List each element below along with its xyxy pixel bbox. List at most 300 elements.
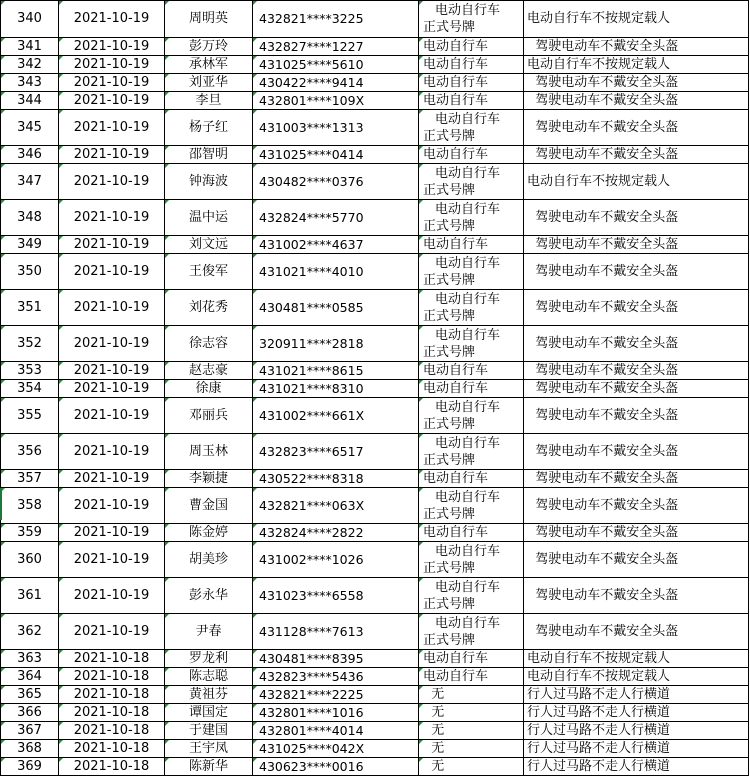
cell-id-number-text: 431021****8310 xyxy=(259,380,364,396)
vehicle-type-line: 电动自行车 xyxy=(435,579,501,595)
cell-name[interactable] xyxy=(165,290,253,326)
cell-violation-text: 驾驶电动车不戴安全头盔 xyxy=(527,497,679,513)
cell-id-number[interactable] xyxy=(253,650,419,668)
cell-vehicle-type[interactable] xyxy=(419,56,524,74)
vehicle-type-line: 电动自行车 xyxy=(423,651,489,666)
cell-violation[interactable] xyxy=(524,470,749,488)
cell-violation-text: 驾驶电动车不戴安全头盔 xyxy=(527,146,679,162)
cell-name[interactable] xyxy=(165,74,253,92)
cell-violation-text: 驾驶电动车不戴安全头盔 xyxy=(527,362,679,378)
cell-record-number[interactable] xyxy=(1,380,59,398)
cell-record-number-text: 340 xyxy=(17,11,42,26)
cell-name[interactable] xyxy=(165,542,253,578)
cell-name-text: 陈志聪 xyxy=(188,668,228,684)
vehicle-type-line: 正式号牌 xyxy=(423,308,476,324)
cell-id-number[interactable] xyxy=(253,74,419,92)
table-row xyxy=(1,686,749,704)
cell-date-text: 2021-10-19 xyxy=(73,11,150,26)
cell-violation[interactable] xyxy=(524,614,749,650)
cell-name[interactable] xyxy=(165,164,253,200)
cell-violation-text: 电动自行车不按规定载人 xyxy=(527,668,671,684)
cell-id-number[interactable] xyxy=(253,164,419,200)
cell-id-number-text: 431002****4637 xyxy=(259,236,364,252)
cell-vehicle-type[interactable] xyxy=(419,290,524,326)
cell-vehicle-type[interactable] xyxy=(419,470,524,488)
cell-date[interactable] xyxy=(59,650,165,668)
table-row xyxy=(1,74,749,92)
vehicle-type-line: 电动自行车 xyxy=(423,363,489,378)
cell-violation-text: 电动自行车不按规定载人 xyxy=(527,56,671,72)
cell-violation-text: 驾驶电动车不戴安全头盔 xyxy=(527,74,679,90)
cell-violation-text: 驾驶电动车不戴安全头盔 xyxy=(527,551,679,567)
cell-date-text: 2021-10-18 xyxy=(73,686,150,702)
cell-record-number-text: 364 xyxy=(17,668,42,684)
cell-vehicle-type[interactable] xyxy=(419,146,524,164)
cell-vehicle-type[interactable] xyxy=(419,326,524,362)
cell-violation[interactable] xyxy=(524,740,749,758)
cell-date[interactable] xyxy=(59,704,165,722)
cell-record-number-text: 362 xyxy=(17,623,42,639)
cell-id-number[interactable] xyxy=(253,578,419,614)
vehicle-type-line: 正式号牌 xyxy=(423,632,476,648)
cell-record-number[interactable] xyxy=(1,38,59,56)
cell-record-number-text: 360 xyxy=(17,551,42,567)
cell-name[interactable] xyxy=(165,200,253,236)
cell-date[interactable] xyxy=(59,110,165,146)
cell-violation[interactable] xyxy=(524,758,749,776)
cell-id-number[interactable] xyxy=(253,704,419,722)
cell-id-number[interactable] xyxy=(253,668,419,686)
cell-name[interactable] xyxy=(165,614,253,650)
cell-id-number-text: 431002****661X xyxy=(259,407,365,423)
cell-vehicle-type[interactable] xyxy=(419,488,524,524)
cell-name[interactable] xyxy=(165,740,253,758)
vehicle-type-line: 正式号牌 xyxy=(423,416,476,432)
cell-date[interactable] xyxy=(59,146,165,164)
cell-id-number[interactable] xyxy=(253,92,419,110)
cell-date[interactable] xyxy=(59,56,165,74)
cell-name[interactable] xyxy=(165,398,253,434)
cell-violation[interactable] xyxy=(524,542,749,578)
cell-record-number[interactable] xyxy=(1,1,59,38)
cell-id-number[interactable] xyxy=(253,434,419,470)
cell-record-number[interactable] xyxy=(1,758,59,776)
cell-date[interactable] xyxy=(59,254,165,290)
cell-id-number-text: 320911****2818 xyxy=(259,335,364,351)
cell-vehicle-type[interactable] xyxy=(419,74,524,92)
cell-date[interactable] xyxy=(59,614,165,650)
cell-vehicle-type[interactable] xyxy=(419,92,524,110)
cell-record-number[interactable] xyxy=(1,164,59,200)
cell-name[interactable] xyxy=(165,650,253,668)
cell-violation[interactable] xyxy=(524,668,749,686)
cell-violation[interactable] xyxy=(524,398,749,434)
cell-violation-text: 驾驶电动车不戴安全头盔 xyxy=(527,335,679,351)
cell-id-number[interactable] xyxy=(253,380,419,398)
cell-record-number[interactable] xyxy=(1,290,59,326)
cell-record-number[interactable] xyxy=(1,254,59,290)
cell-name[interactable] xyxy=(165,326,253,362)
cell-violation[interactable] xyxy=(524,722,749,740)
cell-date-text: 2021-10-19 xyxy=(73,587,150,603)
cell-violation[interactable] xyxy=(524,380,749,398)
cell-date[interactable] xyxy=(59,578,165,614)
cell-date-text: 2021-10-19 xyxy=(73,56,150,72)
table-row xyxy=(1,56,749,74)
cell-name[interactable] xyxy=(165,578,253,614)
vehicle-type-line: 电动自行车 xyxy=(423,75,489,90)
cell-id-number[interactable] xyxy=(253,542,419,578)
cell-date[interactable] xyxy=(59,668,165,686)
cell-record-number-text: 348 xyxy=(17,209,42,225)
cell-id-number[interactable] xyxy=(253,110,419,146)
cell-date[interactable] xyxy=(59,362,165,380)
table-row xyxy=(1,326,749,362)
vehicle-type-line: 电动自行车 xyxy=(435,489,501,505)
cell-violation-text: 驾驶电动车不戴安全头盔 xyxy=(527,524,679,540)
cell-id-number[interactable] xyxy=(253,614,419,650)
vehicle-type-line: 电动自行车 xyxy=(423,237,489,252)
cell-vehicle-type[interactable] xyxy=(419,236,524,254)
cell-record-number[interactable] xyxy=(1,542,59,578)
cell-id-number[interactable] xyxy=(253,722,419,740)
table-row xyxy=(1,254,749,290)
cell-id-number[interactable] xyxy=(253,470,419,488)
cell-vehicle-type[interactable] xyxy=(419,668,524,686)
cell-violation-text: 驾驶电动车不戴安全头盔 xyxy=(527,623,679,639)
cell-name[interactable] xyxy=(165,722,253,740)
cell-record-number-text: 369 xyxy=(17,758,42,774)
vehicle-type-line: 电动自行车 xyxy=(423,669,489,684)
cell-date[interactable] xyxy=(59,686,165,704)
cell-vehicle-type[interactable] xyxy=(419,542,524,578)
cell-id-number[interactable] xyxy=(253,758,419,776)
cell-record-number[interactable] xyxy=(1,236,59,254)
cell-record-number[interactable] xyxy=(1,488,59,524)
cell-id-number[interactable] xyxy=(253,38,419,56)
cell-record-number-text: 366 xyxy=(17,704,42,720)
cell-violation-text: 驾驶电动车不戴安全头盔 xyxy=(527,380,679,396)
cell-name[interactable] xyxy=(165,488,253,524)
cell-id-number-text: 432823****5436 xyxy=(259,668,364,684)
cell-vehicle-type[interactable] xyxy=(419,110,524,146)
cell-date[interactable] xyxy=(59,722,165,740)
vehicle-type-line: 无 xyxy=(423,741,445,756)
cell-violation[interactable] xyxy=(524,164,749,200)
cell-record-number[interactable] xyxy=(1,650,59,668)
cell-date-text: 2021-10-19 xyxy=(73,74,150,90)
cell-date-text: 2021-10-19 xyxy=(73,497,150,513)
cell-date-text: 2021-10-19 xyxy=(73,407,150,423)
cell-id-number[interactable] xyxy=(253,686,419,704)
vehicle-type-line: 正式号牌 xyxy=(423,218,476,234)
cell-name-text: 钟海波 xyxy=(188,173,228,189)
cell-record-number[interactable] xyxy=(1,524,59,542)
cell-id-number[interactable] xyxy=(253,146,419,164)
cell-id-number-text: 431128****7613 xyxy=(259,623,364,639)
table-row xyxy=(1,668,749,686)
vehicle-type-line: 正式号牌 xyxy=(423,20,476,35)
cell-date-text: 2021-10-18 xyxy=(73,668,150,684)
cell-record-number[interactable] xyxy=(1,326,59,362)
cell-record-number-text: 347 xyxy=(17,173,42,189)
cell-vehicle-type[interactable] xyxy=(419,578,524,614)
table-row xyxy=(1,236,749,254)
vehicle-type-line: 电动自行车 xyxy=(435,111,501,127)
cell-id-number[interactable] xyxy=(253,236,419,254)
table-row xyxy=(1,38,749,56)
cell-id-number-text: 432801****1016 xyxy=(259,704,364,720)
cell-violation[interactable] xyxy=(524,578,749,614)
cell-id-number[interactable] xyxy=(253,362,419,380)
cell-violation[interactable] xyxy=(524,326,749,362)
cell-violation[interactable] xyxy=(524,236,749,254)
cell-date-text: 2021-10-19 xyxy=(73,335,150,351)
cell-violation[interactable] xyxy=(524,524,749,542)
cell-name-text: 李旦 xyxy=(195,92,222,108)
cell-record-number[interactable] xyxy=(1,578,59,614)
cell-record-number-text: 359 xyxy=(17,524,42,540)
cell-record-number-text: 344 xyxy=(17,92,42,108)
cell-date[interactable] xyxy=(59,398,165,434)
cell-id-number[interactable] xyxy=(253,200,419,236)
cell-name[interactable] xyxy=(165,236,253,254)
cell-date[interactable] xyxy=(59,92,165,110)
cell-record-number-text: 363 xyxy=(17,650,42,666)
table-row xyxy=(1,164,749,200)
cell-name[interactable] xyxy=(165,146,253,164)
cell-violation[interactable] xyxy=(524,1,749,38)
cell-violation[interactable] xyxy=(524,290,749,326)
cell-date-text: 2021-10-19 xyxy=(73,380,150,396)
cell-name-text: 尹春 xyxy=(195,623,222,639)
cell-violation[interactable] xyxy=(524,110,749,146)
cell-id-number[interactable] xyxy=(253,740,419,758)
cell-id-number[interactable] xyxy=(253,524,419,542)
cell-record-number[interactable] xyxy=(1,200,59,236)
cell-name-text: 李颖捷 xyxy=(188,470,228,486)
cell-vehicle-type[interactable] xyxy=(419,1,524,38)
cell-violation[interactable] xyxy=(524,200,749,236)
cell-id-number-text: 431002****1026 xyxy=(259,551,364,567)
table-row xyxy=(1,470,749,488)
cell-record-number[interactable] xyxy=(1,110,59,146)
cell-record-number-text: 356 xyxy=(17,443,42,459)
cell-record-number[interactable] xyxy=(1,614,59,650)
cell-date[interactable] xyxy=(59,74,165,92)
cell-name[interactable] xyxy=(165,704,253,722)
cell-id-number[interactable] xyxy=(253,254,419,290)
vehicle-type-line: 电动自行车 xyxy=(435,615,501,631)
cell-id-number-text: 432821****063X xyxy=(259,497,365,513)
cell-date[interactable] xyxy=(59,758,165,776)
cell-name[interactable] xyxy=(165,380,253,398)
table-row xyxy=(1,92,749,110)
cell-vehicle-type[interactable] xyxy=(419,254,524,290)
cell-id-number[interactable] xyxy=(253,290,419,326)
cell-violation[interactable] xyxy=(524,38,749,56)
cell-violation[interactable] xyxy=(524,434,749,470)
cell-date[interactable] xyxy=(59,380,165,398)
cell-vehicle-type[interactable] xyxy=(419,524,524,542)
cell-vehicle-type[interactable] xyxy=(419,614,524,650)
cell-date[interactable] xyxy=(59,236,165,254)
cell-violation[interactable] xyxy=(524,146,749,164)
cell-name[interactable] xyxy=(165,110,253,146)
vehicle-type-line: 电动自行车 xyxy=(435,291,501,307)
cell-violation-text: 电动自行车不按规定载人 xyxy=(527,11,671,26)
cell-date[interactable] xyxy=(59,200,165,236)
cell-name[interactable] xyxy=(165,470,253,488)
cell-id-number-text: 431021****8615 xyxy=(259,362,364,378)
cell-id-number[interactable] xyxy=(253,488,419,524)
cell-name[interactable] xyxy=(165,434,253,470)
cell-vehicle-type[interactable] xyxy=(419,38,524,56)
cell-id-number[interactable] xyxy=(253,398,419,434)
cell-date-text: 2021-10-18 xyxy=(73,758,150,774)
table-row xyxy=(1,488,749,524)
cell-id-number-text: 432801****4014 xyxy=(259,722,364,738)
cell-record-number[interactable] xyxy=(1,470,59,488)
cell-name[interactable] xyxy=(165,92,253,110)
cell-date[interactable] xyxy=(59,326,165,362)
cell-record-number[interactable] xyxy=(1,74,59,92)
cell-name-text: 王宇凤 xyxy=(188,740,228,756)
cell-violation-text: 行人过马路不走人行横道 xyxy=(527,722,671,738)
cell-name-text: 邓丽兵 xyxy=(188,407,228,423)
cell-date[interactable] xyxy=(59,434,165,470)
cell-vehicle-type[interactable] xyxy=(419,398,524,434)
cell-vehicle-type[interactable] xyxy=(419,704,524,722)
cell-record-number[interactable] xyxy=(1,704,59,722)
cell-violation-text: 驾驶电动车不戴安全头盔 xyxy=(527,119,679,135)
cell-name[interactable] xyxy=(165,524,253,542)
table-row xyxy=(1,290,749,326)
cell-name[interactable] xyxy=(165,668,253,686)
vehicle-type-line: 电动自行车 xyxy=(435,435,501,451)
vehicle-type-line: 无 xyxy=(423,705,445,720)
cell-id-number-text: 432801****109X xyxy=(259,92,365,108)
cell-violation-text: 行人过马路不走人行横道 xyxy=(527,740,671,756)
table-row xyxy=(1,578,749,614)
cell-id-number[interactable] xyxy=(253,56,419,74)
cell-date-text: 2021-10-19 xyxy=(73,551,150,567)
cell-date[interactable] xyxy=(59,38,165,56)
cell-name[interactable] xyxy=(165,56,253,74)
cell-record-number[interactable] xyxy=(1,740,59,758)
cell-date-text: 2021-10-19 xyxy=(73,470,150,486)
cell-date[interactable] xyxy=(59,488,165,524)
cell-record-number-text: 355 xyxy=(17,407,42,423)
cell-id-number-text: 432824****2822 xyxy=(259,524,364,540)
cell-name-text: 彭万玲 xyxy=(188,38,228,54)
vehicle-type-line: 电动自行车 xyxy=(435,399,501,415)
table-row xyxy=(1,722,749,740)
cell-date[interactable] xyxy=(59,524,165,542)
cell-id-number-text: 432824****5770 xyxy=(259,209,364,225)
cell-name[interactable] xyxy=(165,1,253,38)
cell-date-text: 2021-10-19 xyxy=(73,623,150,639)
cell-date-text: 2021-10-19 xyxy=(73,209,150,225)
cell-vehicle-type[interactable] xyxy=(419,434,524,470)
table-body xyxy=(1,1,749,776)
cell-date[interactable] xyxy=(59,164,165,200)
cell-record-number[interactable] xyxy=(1,146,59,164)
table-row xyxy=(1,362,749,380)
cell-violation[interactable] xyxy=(524,704,749,722)
cell-name-text: 陈新华 xyxy=(188,758,228,774)
cell-violation[interactable] xyxy=(524,362,749,380)
cell-record-number[interactable] xyxy=(1,686,59,704)
cell-violation[interactable] xyxy=(524,74,749,92)
table-row xyxy=(1,1,749,38)
vehicle-type-line: 正式号牌 xyxy=(423,344,476,360)
cell-name[interactable] xyxy=(165,38,253,56)
cell-vehicle-type[interactable] xyxy=(419,686,524,704)
cell-date[interactable] xyxy=(59,542,165,578)
cell-record-number[interactable] xyxy=(1,668,59,686)
cell-violation[interactable] xyxy=(524,488,749,524)
cell-name-text: 赵志豪 xyxy=(188,362,228,378)
cell-vehicle-type[interactable] xyxy=(419,740,524,758)
cell-name[interactable] xyxy=(165,362,253,380)
cell-record-number-text: 352 xyxy=(17,335,42,351)
cell-vehicle-type[interactable] xyxy=(419,164,524,200)
cell-date[interactable] xyxy=(59,290,165,326)
cell-violation-text: 行人过马路不走人行横道 xyxy=(527,704,671,720)
vehicle-type-line: 正式号牌 xyxy=(423,560,476,576)
cell-date[interactable] xyxy=(59,740,165,758)
vehicle-type-line: 正式号牌 xyxy=(423,128,476,144)
cell-id-number[interactable] xyxy=(253,1,419,38)
vehicle-type-line: 正式号牌 xyxy=(423,182,476,198)
cell-violation[interactable] xyxy=(524,56,749,74)
cell-name[interactable] xyxy=(165,758,253,776)
table-row xyxy=(1,146,749,164)
cell-id-number-text: 431021****4010 xyxy=(259,263,364,279)
cell-vehicle-type[interactable] xyxy=(419,722,524,740)
cell-violation[interactable] xyxy=(524,92,749,110)
cell-date[interactable] xyxy=(59,1,165,38)
cell-vehicle-type[interactable] xyxy=(419,650,524,668)
cell-vehicle-type[interactable] xyxy=(419,380,524,398)
vehicle-type-line: 无 xyxy=(423,723,445,738)
cell-record-number[interactable] xyxy=(1,92,59,110)
cell-violation[interactable] xyxy=(524,686,749,704)
cell-record-number[interactable] xyxy=(1,722,59,740)
cell-vehicle-type[interactable] xyxy=(419,362,524,380)
cell-id-number-text: 430481****0585 xyxy=(259,299,364,315)
cell-record-number[interactable] xyxy=(1,398,59,434)
cell-vehicle-type[interactable] xyxy=(419,200,524,236)
cell-vehicle-type[interactable] xyxy=(419,758,524,776)
cell-date[interactable] xyxy=(59,470,165,488)
cell-violation[interactable] xyxy=(524,254,749,290)
cell-record-number-text: 349 xyxy=(17,236,42,252)
cell-record-number[interactable] xyxy=(1,56,59,74)
cell-record-number[interactable] xyxy=(1,362,59,380)
cell-violation-text: 电动自行车不按规定载人 xyxy=(527,650,671,666)
cell-name[interactable] xyxy=(165,686,253,704)
vehicle-type-line: 电动自行车 xyxy=(435,165,501,181)
cell-id-number[interactable] xyxy=(253,326,419,362)
cell-violation-text: 驾驶电动车不戴安全头盔 xyxy=(527,263,679,279)
vehicle-type-line: 电动自行车 xyxy=(435,255,501,271)
cell-name[interactable] xyxy=(165,254,253,290)
cell-record-number[interactable] xyxy=(1,434,59,470)
cell-violation[interactable] xyxy=(524,650,749,668)
cell-date-text: 2021-10-18 xyxy=(73,704,150,720)
